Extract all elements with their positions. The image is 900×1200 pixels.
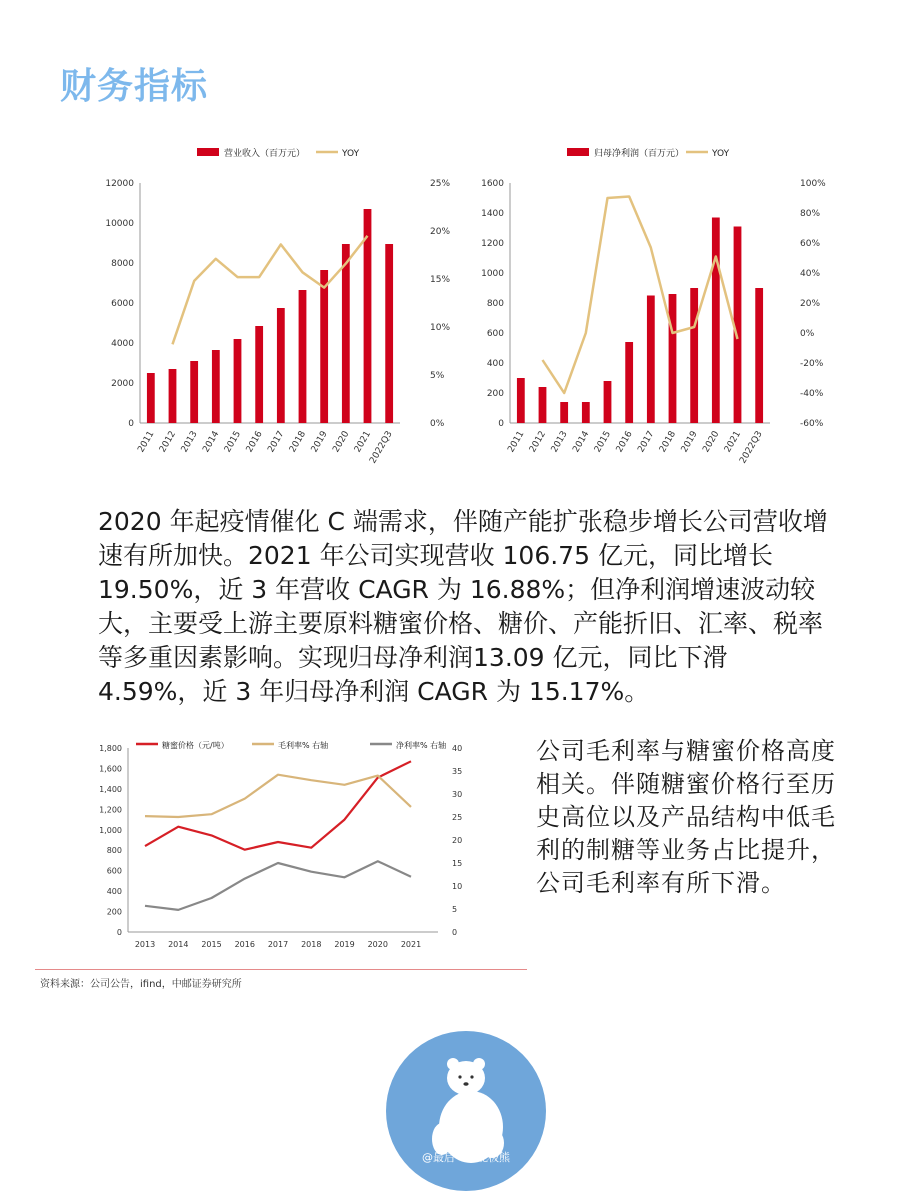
y-tick-left: 1,400 (99, 784, 122, 794)
legend-swatch-bars (567, 148, 589, 156)
x-tick-label: 2012 (527, 429, 549, 455)
bar (517, 378, 525, 423)
y-tick-right: -40% (800, 389, 824, 399)
x-tick-label: 2017 (266, 429, 287, 455)
y-tick-left: 6000 (111, 299, 134, 309)
bar (560, 402, 568, 423)
y-tick-left: 400 (106, 887, 122, 897)
y-tick-right: 20% (430, 227, 451, 237)
y-tick-left: 1400 (481, 209, 504, 219)
y-tick-left: 1,600 (99, 764, 122, 774)
x-tick-label: 2016 (244, 429, 265, 455)
y-tick-left: 1600 (481, 179, 504, 189)
x-tick-label: 2020 (331, 429, 352, 455)
y-tick-left: 4000 (111, 339, 134, 349)
y-tick-right: 20% (800, 299, 821, 309)
net-margin-line (145, 861, 411, 910)
y-tick-left: 1000 (481, 269, 504, 279)
net-profit-chart (470, 140, 830, 480)
bar (255, 326, 263, 423)
bar (385, 244, 393, 423)
y-tick-right: -60% (800, 419, 824, 429)
x-tick-label: 2018 (657, 429, 679, 455)
y-tick-left: 800 (106, 846, 122, 856)
y-tick-left: 1,000 (99, 825, 122, 835)
y-tick-right: 35 (452, 767, 463, 776)
bar (169, 369, 177, 423)
y-tick-right: 5 (452, 905, 458, 914)
y-tick-right: 0 (452, 928, 458, 937)
x-tick-label: 2013 (179, 429, 200, 455)
y-tick-right: 60% (800, 239, 821, 249)
bar (582, 402, 590, 423)
source-note: 资料来源：公司公告，ifind，中邮证券研究所 (40, 979, 242, 990)
bar (320, 270, 328, 423)
bar (604, 381, 612, 423)
x-tick-label: 2016 (614, 429, 635, 455)
legend-label: 糖蜜价格（元/吨） (162, 741, 229, 750)
y-tick-right: 15 (452, 859, 463, 868)
y-tick-left: 1,200 (99, 805, 122, 815)
x-tick-label: 2012 (157, 429, 179, 455)
y-tick-left: 8000 (111, 259, 134, 269)
legend-label-yoy: YOY (712, 149, 730, 159)
x-tick-label: 2022Q3 (738, 429, 765, 466)
y-tick-right: 100% (800, 179, 826, 189)
bar (625, 342, 633, 423)
x-tick-label: 2011 (506, 429, 527, 455)
y-tick-right: 10% (430, 323, 451, 333)
bar (539, 387, 547, 423)
y-tick-left: 0 (128, 419, 134, 429)
y-tick-left: 10000 (105, 219, 134, 229)
bar (342, 244, 350, 423)
x-tick-label: 2021 (352, 429, 374, 455)
bar (712, 218, 720, 424)
y-tick-left: 0 (498, 419, 504, 429)
y-tick-right: 40 (452, 744, 463, 753)
y-tick-right: 10 (452, 882, 463, 891)
y-tick-right: 15% (430, 275, 451, 285)
source-divider (35, 969, 527, 970)
y-tick-left: 0 (116, 928, 122, 937)
y-tick-left: 200 (106, 907, 122, 917)
x-tick-label: 2020 (367, 940, 388, 949)
watermark-badge (386, 1031, 546, 1191)
y-tick-left: 600 (486, 329, 504, 339)
molasses-margin-chart (70, 730, 470, 955)
bar (277, 308, 285, 423)
watermark-text: @最后一只北极熊 (422, 1151, 510, 1164)
y-tick-left: 200 (486, 389, 504, 399)
y-tick-left: 1,800 (99, 744, 122, 753)
page-title: 财务指标 (60, 66, 209, 107)
gross-margin-line (145, 775, 411, 817)
bar (212, 350, 220, 423)
margin-commentary: 公司毛利率与糖蜜价格高度相关。伴随糖蜜价格行至历史高位以及产品结构中低毛利的制糖等业务占比提升，公司毛利率有所下滑。 (536, 737, 836, 897)
y-tick-right: 25% (430, 179, 451, 189)
x-tick-label: 2011 (136, 429, 157, 455)
bar (190, 361, 198, 423)
x-tick-label: 2013 (134, 940, 156, 949)
bar (299, 290, 307, 423)
bar (690, 288, 698, 423)
x-tick-label: 2016 (234, 940, 255, 949)
legend-swatch-bars (197, 148, 219, 156)
x-tick-label: 2015 (592, 429, 614, 455)
bar (755, 288, 763, 423)
x-tick-label: 2019 (334, 940, 355, 949)
legend-label-bars: 营业收入（百万元） (224, 149, 306, 159)
y-tick-right: 20 (452, 836, 463, 845)
x-tick-label: 2015 (201, 940, 222, 949)
y-tick-right: 30 (452, 790, 463, 799)
x-tick-label: 2021 (400, 940, 422, 949)
legend-label-yoy: YOY (342, 149, 360, 159)
revenue-chart (100, 140, 460, 480)
bar (147, 373, 155, 423)
polar-bear-icon (386, 1031, 546, 1191)
x-tick-label: 2018 (301, 940, 322, 949)
y-tick-left: 600 (106, 866, 122, 876)
x-tick-label: 2014 (571, 429, 592, 455)
bar (234, 339, 242, 423)
y-tick-left: 400 (486, 359, 504, 369)
x-tick-label: 2021 (722, 429, 744, 455)
yoy-line (543, 197, 738, 394)
x-tick-label: 2017 (636, 429, 657, 455)
y-tick-right: 40% (800, 269, 821, 279)
y-tick-right: 80% (800, 209, 821, 219)
x-tick-label: 2020 (701, 429, 722, 455)
legend-label-bars: 归母净利润（百万元） (594, 149, 685, 159)
yoy-line (173, 236, 368, 344)
y-tick-left: 800 (486, 299, 504, 309)
x-tick-label: 2019 (679, 429, 700, 455)
y-tick-right: 5% (430, 371, 445, 381)
y-tick-left: 2000 (111, 379, 134, 389)
legend-label: 净利率% 右轴 (396, 741, 447, 750)
y-tick-right: 0% (800, 329, 815, 339)
y-tick-left: 1200 (481, 239, 504, 249)
x-tick-label: 2015 (222, 429, 244, 455)
bar (647, 296, 655, 424)
y-tick-right: 25 (452, 813, 463, 822)
bar (669, 294, 677, 423)
y-tick-left: 12000 (105, 179, 134, 189)
x-tick-label: 2019 (309, 429, 330, 455)
x-tick-label: 2017 (267, 940, 289, 949)
analysis-paragraph: 2020 年起疫情催化 C 端需求，伴随产能扩张稳步增长公司营收增速有所加快。2021 年公司实现营收 106.75 亿元，同比增长 19.50%，近 3 年营收 CAGR 为 16.88%；但净利润增速波动较大，主要受上游主要原料糖蜜价格、糖价、产能折旧、汇率、税率等多重因素影响。实现归母净利润13.09 亿元，同比下滑 4.59%，近 3 年归母净利润 CAGR 为 15.17%。 (98, 507, 828, 706)
x-tick-label: 2018 (287, 429, 309, 455)
x-tick-label: 2013 (549, 429, 570, 455)
x-tick-label: 2014 (201, 429, 222, 455)
x-tick-label: 2014 (168, 940, 189, 949)
y-tick-right: -20% (800, 359, 824, 369)
y-tick-right: 0% (430, 419, 445, 429)
legend-label: 毛利率% 右轴 (278, 741, 329, 750)
x-tick-label: 2022Q3 (368, 429, 395, 466)
